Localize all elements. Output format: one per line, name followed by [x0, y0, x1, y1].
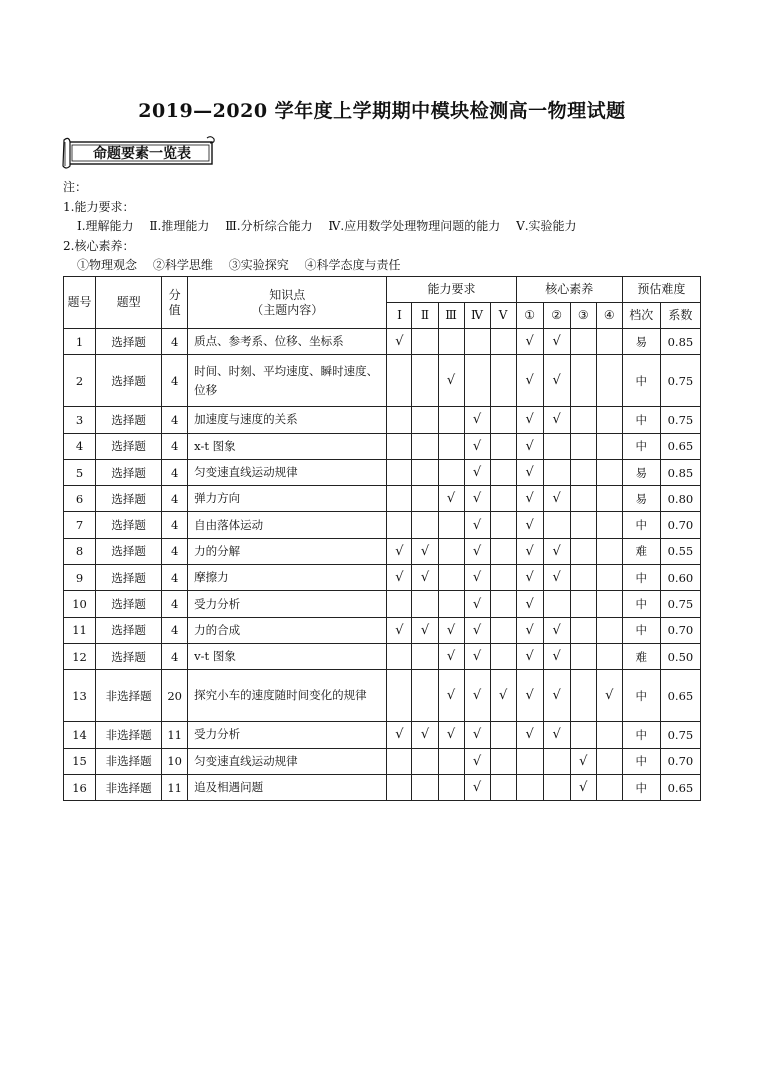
cell-question-type: 选择题 [96, 565, 162, 591]
table-row [64, 486, 701, 512]
cell-question-type: 选择题 [96, 591, 162, 617]
cell-ability-check: √ [464, 591, 490, 617]
cell-ability-check [438, 748, 464, 774]
cell-score: 10 [162, 748, 188, 774]
table-row [64, 538, 701, 564]
cell-literacy-check [596, 486, 622, 512]
table-body [64, 329, 701, 801]
header-ability-col: Ⅲ [438, 303, 464, 329]
cell-ability-check [490, 722, 516, 748]
ability-item: Ⅴ.实验能力 [516, 219, 577, 234]
cell-difficulty-coef: 0.65 [660, 670, 700, 722]
cell-ability-check: √ [464, 538, 490, 564]
cell-difficulty-coef: 0.60 [660, 565, 700, 591]
cell-ability-check: √ [464, 486, 490, 512]
table-row [64, 670, 701, 722]
ability-item: Ⅰ.理解能力 [77, 219, 134, 234]
cell-question-no: 8 [64, 538, 96, 564]
cell-ability-check [438, 565, 464, 591]
header-literacy-col: ④ [596, 303, 622, 329]
cell-score: 4 [162, 565, 188, 591]
cell-difficulty-level: 中 [622, 407, 660, 433]
cell-knowledge-point: x-t 图象 [188, 433, 387, 459]
cell-difficulty-coef: 0.70 [660, 617, 700, 643]
cell-knowledge-point: v-t 图象 [188, 643, 387, 669]
cell-difficulty-level: 中 [622, 565, 660, 591]
cell-question-type: 非选择题 [96, 774, 162, 800]
cell-question-type: 选择题 [96, 355, 162, 407]
cell-literacy-check [543, 774, 570, 800]
cell-literacy-check [570, 538, 596, 564]
cell-difficulty-coef: 0.50 [660, 643, 700, 669]
cell-ability-check: √ [387, 565, 412, 591]
literacy-list [63, 256, 577, 276]
cell-knowledge-point: 匀变速直线运动规律 [188, 459, 387, 485]
cell-literacy-check [570, 433, 596, 459]
cell-question-type: 非选择题 [96, 722, 162, 748]
cell-question-type: 选择题 [96, 433, 162, 459]
cell-ability-check [387, 512, 412, 538]
cell-literacy-check: √ [543, 355, 570, 407]
cell-literacy-check [596, 329, 622, 355]
cell-ability-check [412, 407, 438, 433]
cell-ability-check [490, 407, 516, 433]
table-row [64, 774, 701, 800]
cell-literacy-check: √ [543, 722, 570, 748]
cell-knowledge-point: 加速度与速度的关系 [188, 407, 387, 433]
header-ability-col: Ⅰ [387, 303, 412, 329]
cell-ability-check [412, 748, 438, 774]
cell-score: 4 [162, 433, 188, 459]
cell-literacy-check [596, 565, 622, 591]
cell-question-no: 16 [64, 774, 96, 800]
cell-question-type: 选择题 [96, 486, 162, 512]
cell-question-no: 1 [64, 329, 96, 355]
header-ability-col: Ⅱ [412, 303, 438, 329]
cell-question-no: 13 [64, 670, 96, 722]
cell-ability-check [387, 407, 412, 433]
cell-literacy-check [570, 355, 596, 407]
notes-label: 注： [63, 180, 88, 194]
cell-ability-check [412, 355, 438, 407]
cell-question-no: 6 [64, 486, 96, 512]
cell-ability-check [387, 486, 412, 512]
cell-literacy-check: √ [516, 565, 543, 591]
cell-ability-check [412, 459, 438, 485]
notes-block [63, 178, 577, 276]
cell-literacy-check: √ [596, 670, 622, 722]
cell-literacy-check [596, 748, 622, 774]
literacy-item: ①物理观念 [77, 258, 138, 273]
cell-ability-check: √ [412, 565, 438, 591]
cell-question-no: 12 [64, 643, 96, 669]
cell-literacy-check: √ [543, 486, 570, 512]
cell-ability-check: √ [387, 329, 412, 355]
cell-ability-check [387, 591, 412, 617]
cell-difficulty-level: 易 [622, 459, 660, 485]
cell-question-type: 非选择题 [96, 748, 162, 774]
section-banner [60, 136, 216, 170]
cell-literacy-check [596, 459, 622, 485]
cell-literacy-check: √ [516, 617, 543, 643]
cell-literacy-check [570, 512, 596, 538]
cell-question-type: 选择题 [96, 512, 162, 538]
cell-literacy-check [543, 459, 570, 485]
cell-ability-check: √ [438, 670, 464, 722]
cell-score: 4 [162, 407, 188, 433]
table-row [64, 459, 701, 485]
cell-literacy-check [570, 486, 596, 512]
cell-ability-check [464, 329, 490, 355]
header-literacy: 核心素养 [516, 277, 622, 303]
cell-difficulty-coef: 0.55 [660, 538, 700, 564]
cell-ability-check [490, 591, 516, 617]
cell-difficulty-coef: 0.75 [660, 407, 700, 433]
cell-literacy-check [570, 722, 596, 748]
cell-knowledge-point: 匀变速直线运动规律 [188, 748, 387, 774]
cell-difficulty-level: 难 [622, 538, 660, 564]
cell-difficulty-coef: 0.75 [660, 591, 700, 617]
cell-knowledge-point: 追及相遇问题 [188, 774, 387, 800]
header-level: 档次 [622, 303, 660, 329]
cell-difficulty-coef: 0.80 [660, 486, 700, 512]
cell-score: 4 [162, 538, 188, 564]
cell-difficulty-coef: 0.65 [660, 433, 700, 459]
cell-ability-check: √ [438, 486, 464, 512]
scroll-banner-icon [60, 136, 216, 170]
cell-ability-check [490, 329, 516, 355]
cell-ability-check [438, 459, 464, 485]
cell-score: 11 [162, 774, 188, 800]
cell-ability-check: √ [412, 617, 438, 643]
header-literacy-col: ② [543, 303, 570, 329]
cell-difficulty-level: 中 [622, 774, 660, 800]
cell-difficulty-coef: 0.85 [660, 459, 700, 485]
cell-literacy-check: √ [543, 670, 570, 722]
cell-difficulty-level: 中 [622, 670, 660, 722]
table-row [64, 355, 701, 407]
cell-literacy-check: √ [516, 591, 543, 617]
cell-ability-check [438, 329, 464, 355]
table-row [64, 617, 701, 643]
header-literacy-col: ③ [570, 303, 596, 329]
cell-literacy-check [570, 459, 596, 485]
cell-literacy-check [596, 643, 622, 669]
cell-literacy-check: √ [516, 433, 543, 459]
table-row [64, 512, 701, 538]
cell-question-no: 5 [64, 459, 96, 485]
cell-ability-check [412, 486, 438, 512]
cell-question-type: 选择题 [96, 617, 162, 643]
cell-score: 4 [162, 512, 188, 538]
cell-literacy-check [596, 433, 622, 459]
cell-difficulty-level: 中 [622, 748, 660, 774]
cell-ability-check [412, 512, 438, 538]
cell-ability-check: √ [412, 722, 438, 748]
cell-literacy-check: √ [516, 670, 543, 722]
literacy-item: ④科学态度与责任 [304, 258, 401, 273]
cell-literacy-check: √ [543, 407, 570, 433]
cell-literacy-check: √ [543, 565, 570, 591]
cell-knowledge-point: 力的合成 [188, 617, 387, 643]
cell-question-type: 非选择题 [96, 670, 162, 722]
cell-knowledge-point: 时间、时刻、平均速度、瞬时速度、位移 [188, 355, 387, 407]
cell-knowledge-point: 探究小车的速度随时间变化的规律 [188, 670, 387, 722]
header-type: 题型 [96, 277, 162, 329]
cell-literacy-check [596, 591, 622, 617]
cell-knowledge-point: 弹力方向 [188, 486, 387, 512]
cell-score: 4 [162, 617, 188, 643]
cell-literacy-check [543, 512, 570, 538]
cell-ability-check [387, 748, 412, 774]
ability-heading: 1.能力要求： [63, 199, 135, 214]
cell-ability-check: √ [464, 722, 490, 748]
cell-ability-check [438, 774, 464, 800]
cell-ability-check [387, 459, 412, 485]
cell-question-no: 4 [64, 433, 96, 459]
banner-text: 命题要素一览表 [93, 146, 191, 162]
cell-literacy-check [516, 748, 543, 774]
cell-difficulty-level: 易 [622, 486, 660, 512]
header-difficulty: 预估难度 [622, 277, 700, 303]
cell-ability-check: √ [438, 722, 464, 748]
cell-ability-check [490, 486, 516, 512]
cell-difficulty-level: 中 [622, 512, 660, 538]
cell-literacy-check: √ [543, 643, 570, 669]
ability-item: Ⅲ.分析综合能力 [225, 219, 313, 234]
literacy-heading: 2.核心素养： [63, 238, 135, 253]
ability-list [63, 217, 577, 237]
cell-ability-check: √ [464, 617, 490, 643]
cell-literacy-check: √ [516, 486, 543, 512]
cell-question-no: 11 [64, 617, 96, 643]
cell-ability-check [387, 774, 412, 800]
cell-ability-check [490, 774, 516, 800]
cell-score: 4 [162, 643, 188, 669]
cell-literacy-check [570, 407, 596, 433]
cell-difficulty-coef: 0.85 [660, 329, 700, 355]
header-knowledge: 知识点 （主题内容） [188, 277, 387, 329]
cell-literacy-check: √ [516, 355, 543, 407]
cell-literacy-check: √ [516, 643, 543, 669]
cell-ability-check [490, 617, 516, 643]
cell-ability-check [438, 433, 464, 459]
cell-ability-check: √ [464, 407, 490, 433]
cell-ability-check [387, 355, 412, 407]
ability-item: Ⅱ.推理能力 [149, 219, 210, 234]
cell-literacy-check [543, 591, 570, 617]
cell-difficulty-level: 中 [622, 355, 660, 407]
cell-ability-check: √ [387, 617, 412, 643]
cell-score: 11 [162, 722, 188, 748]
cell-knowledge-point: 受力分析 [188, 591, 387, 617]
cell-ability-check: √ [464, 459, 490, 485]
cell-question-no: 2 [64, 355, 96, 407]
cell-literacy-check: √ [516, 329, 543, 355]
cell-ability-check [490, 355, 516, 407]
header-ability-col: Ⅴ [490, 303, 516, 329]
cell-question-type: 选择题 [96, 459, 162, 485]
cell-question-type: 选择题 [96, 329, 162, 355]
exam-spec-table [63, 276, 701, 801]
cell-ability-check [412, 643, 438, 669]
cell-ability-check: √ [387, 722, 412, 748]
cell-ability-check: √ [412, 538, 438, 564]
cell-literacy-check [596, 512, 622, 538]
literacy-item: ②科学思维 [152, 258, 213, 273]
cell-ability-check [490, 748, 516, 774]
cell-score: 4 [162, 355, 188, 407]
cell-literacy-check: √ [516, 407, 543, 433]
cell-ability-check [464, 355, 490, 407]
cell-literacy-check [543, 748, 570, 774]
document-title: 2019—2020 学年度上学期期中模块检测高一物理试题 [138, 100, 626, 122]
cell-difficulty-coef: 0.75 [660, 355, 700, 407]
cell-literacy-check [596, 355, 622, 407]
cell-literacy-check [570, 643, 596, 669]
cell-ability-check: √ [464, 433, 490, 459]
table-row [64, 329, 701, 355]
cell-ability-check: √ [438, 355, 464, 407]
cell-literacy-check [516, 774, 543, 800]
cell-difficulty-level: 中 [622, 722, 660, 748]
cell-ability-check [387, 670, 412, 722]
table-row [64, 643, 701, 669]
cell-literacy-check: √ [543, 617, 570, 643]
cell-ability-check: √ [464, 512, 490, 538]
cell-literacy-check [570, 617, 596, 643]
header-ability-col: Ⅳ [464, 303, 490, 329]
cell-knowledge-point: 受力分析 [188, 722, 387, 748]
table-row [64, 748, 701, 774]
cell-ability-check [412, 670, 438, 722]
table-row [64, 433, 701, 459]
cell-ability-check [490, 565, 516, 591]
cell-score: 20 [162, 670, 188, 722]
cell-score: 4 [162, 459, 188, 485]
cell-ability-check [438, 538, 464, 564]
cell-difficulty-coef: 0.65 [660, 774, 700, 800]
ability-item: Ⅳ.应用数学处理物理问题的能力 [328, 219, 501, 234]
cell-literacy-check: √ [570, 774, 596, 800]
cell-question-no: 7 [64, 512, 96, 538]
cell-ability-check [438, 512, 464, 538]
cell-literacy-check [570, 565, 596, 591]
cell-difficulty-coef: 0.75 [660, 722, 700, 748]
table-row [64, 565, 701, 591]
cell-literacy-check [596, 538, 622, 564]
cell-question-no: 9 [64, 565, 96, 591]
literacy-item: ③实验探究 [228, 258, 289, 273]
cell-ability-check: √ [387, 538, 412, 564]
header-coef: 系数 [660, 303, 700, 329]
cell-score: 4 [162, 329, 188, 355]
cell-ability-check: √ [490, 670, 516, 722]
cell-score: 4 [162, 591, 188, 617]
cell-knowledge-point: 质点、参考系、位移、坐标系 [188, 329, 387, 355]
cell-ability-check [387, 433, 412, 459]
cell-ability-check [490, 459, 516, 485]
cell-ability-check: √ [438, 617, 464, 643]
cell-literacy-check [596, 722, 622, 748]
cell-difficulty-level: 中 [622, 617, 660, 643]
cell-knowledge-point: 摩擦力 [188, 565, 387, 591]
cell-literacy-check [570, 329, 596, 355]
cell-literacy-check [596, 407, 622, 433]
cell-ability-check [438, 407, 464, 433]
cell-literacy-check: √ [543, 538, 570, 564]
header-score: 分 值 [162, 277, 188, 329]
cell-difficulty-level: 中 [622, 591, 660, 617]
cell-ability-check [490, 643, 516, 669]
cell-question-type: 选择题 [96, 538, 162, 564]
cell-literacy-check [596, 617, 622, 643]
cell-ability-check: √ [438, 643, 464, 669]
cell-knowledge-point: 力的分解 [188, 538, 387, 564]
cell-ability-check [412, 591, 438, 617]
cell-question-no: 3 [64, 407, 96, 433]
cell-literacy-check: √ [516, 722, 543, 748]
table-row [64, 722, 701, 748]
cell-ability-check [438, 591, 464, 617]
cell-knowledge-point: 自由落体运动 [188, 512, 387, 538]
header-ability: 能力要求 [387, 277, 516, 303]
cell-ability-check: √ [464, 774, 490, 800]
cell-difficulty-coef: 0.70 [660, 512, 700, 538]
cell-ability-check [412, 774, 438, 800]
cell-ability-check: √ [464, 643, 490, 669]
cell-literacy-check: √ [543, 329, 570, 355]
cell-ability-check: √ [464, 748, 490, 774]
cell-difficulty-level: 中 [622, 433, 660, 459]
table-row [64, 407, 701, 433]
cell-question-no: 10 [64, 591, 96, 617]
header-no: 题号 [64, 277, 96, 329]
cell-ability-check [387, 643, 412, 669]
cell-literacy-check: √ [516, 538, 543, 564]
table-row [64, 591, 701, 617]
cell-ability-check: √ [464, 565, 490, 591]
cell-literacy-check: √ [516, 459, 543, 485]
cell-ability-check [490, 512, 516, 538]
cell-difficulty-level: 易 [622, 329, 660, 355]
cell-ability-check: √ [464, 670, 490, 722]
cell-literacy-check: √ [516, 512, 543, 538]
header-literacy-col: ① [516, 303, 543, 329]
cell-difficulty-coef: 0.70 [660, 748, 700, 774]
cell-difficulty-level: 难 [622, 643, 660, 669]
cell-literacy-check [596, 774, 622, 800]
cell-literacy-check: √ [570, 748, 596, 774]
cell-question-no: 15 [64, 748, 96, 774]
cell-ability-check [412, 433, 438, 459]
cell-ability-check [490, 538, 516, 564]
cell-score: 4 [162, 486, 188, 512]
cell-literacy-check [543, 433, 570, 459]
cell-ability-check [412, 329, 438, 355]
cell-literacy-check [570, 670, 596, 722]
cell-question-type: 选择题 [96, 407, 162, 433]
cell-ability-check [490, 433, 516, 459]
cell-question-no: 14 [64, 722, 96, 748]
cell-question-type: 选择题 [96, 643, 162, 669]
cell-literacy-check [570, 591, 596, 617]
